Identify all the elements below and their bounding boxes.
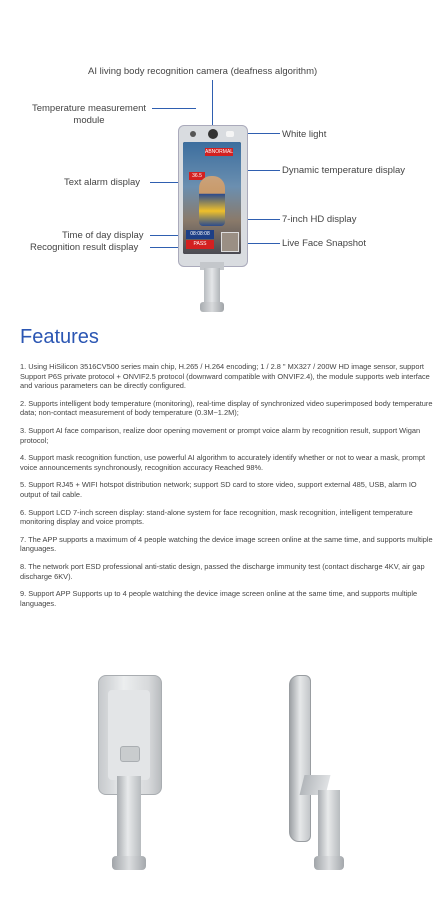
callout-ai-camera: AI living body recognition camera (deafness algorithm): [88, 66, 318, 77]
sensor-icon: [190, 131, 196, 137]
callout-line: [212, 80, 213, 128]
alarm-badge: ABNORMAL: [205, 149, 234, 155]
device-screen: [183, 142, 241, 254]
side-pole-base: [314, 856, 344, 870]
side-pole: [318, 790, 340, 858]
device-pole-base: [200, 302, 224, 312]
face-snapshot: [221, 232, 239, 252]
callout-hd-display: 7-inch HD display: [282, 214, 357, 225]
callout-time-of-day: Time of day display: [62, 230, 144, 241]
back-pole-base: [112, 856, 146, 870]
back-pole: [117, 776, 141, 860]
camera-icon: [208, 129, 218, 139]
callout-live-face: Live Face Snapshot: [282, 238, 366, 249]
callout-text-alarm: Text alarm display: [64, 177, 141, 188]
callout-recognition-result: Recognition result display: [30, 242, 139, 253]
side-panel: [289, 675, 311, 842]
temperature-readout: 36.5: [189, 172, 205, 180]
feature-item: 5. Support RJ45 + WIFI hotspot distribution network; support SD card to store video, support external 485, USB, alarm IO output of tail cable.: [20, 480, 417, 499]
back-mount: [120, 746, 140, 762]
callout-temp-module: [24, 103, 154, 127]
result-readout: PASS: [186, 240, 214, 249]
feature-item: 4. Support mask recognition function, use powerful AI algorithm to accurately identify whether or not to wear a mask, prompt voice announcements synchronously, recognition accuracy Reached 98%.: [20, 453, 426, 472]
feature-item: 9. Support APP Supports up to 4 people watching the device image screen online at the same time, and supports multiple languages.: [20, 589, 418, 608]
back-inner-plate: [108, 690, 150, 780]
features-list: [20, 362, 438, 616]
feature-item: 3. Support AI face comparison, realize door opening movement or prompt voice alarm by recognition result, support Wigan protocol;: [20, 425, 421, 445]
callout-temp-module-text: Temperature measurement module: [31, 103, 147, 126]
feature-item: 2. Supports intelligent body temperature (monitoring), real-time display of synchronized video superimposed body temperature data; non-contact measurement of body temperature (0.3M~1.2M);: [20, 398, 433, 418]
feature-item: 7. The APP supports a maximum of 4 people watching the device image screen online at the same time, and supports multiple languages.: [20, 534, 433, 554]
feature-item: 6. Support LCD 7-inch screen display: stand-alone system for face recognition, mask recognition, intelligent temperature monitoring display and voice prompts.: [20, 507, 413, 527]
light-icon: [226, 131, 234, 137]
callout-dynamic-temp: Dynamic temperature display: [282, 165, 406, 176]
callout-line: [152, 108, 196, 109]
features-title: Features: [20, 326, 99, 348]
time-readout: 08:08:08: [186, 230, 214, 239]
feature-item: 8. The network port ESD professional anti-static design, passed the discharge immunity test (contact discharge 4KV, air gap discharge 6KV).: [20, 561, 425, 581]
feature-item: 1. Using HiSilicon 3516CV500 series main chip, H.265 / H.264 encoding; 1 / 2.8 " MX327 / 200W HD image sensor, support Support P6S private protocol + ONVIF2.5 protocol (downward compatible with ONVIF2.4), the module supports web interface and various parameters can be directly configured.: [20, 362, 430, 391]
callout-white-light: White light: [282, 129, 327, 140]
person-figure: [199, 176, 225, 226]
